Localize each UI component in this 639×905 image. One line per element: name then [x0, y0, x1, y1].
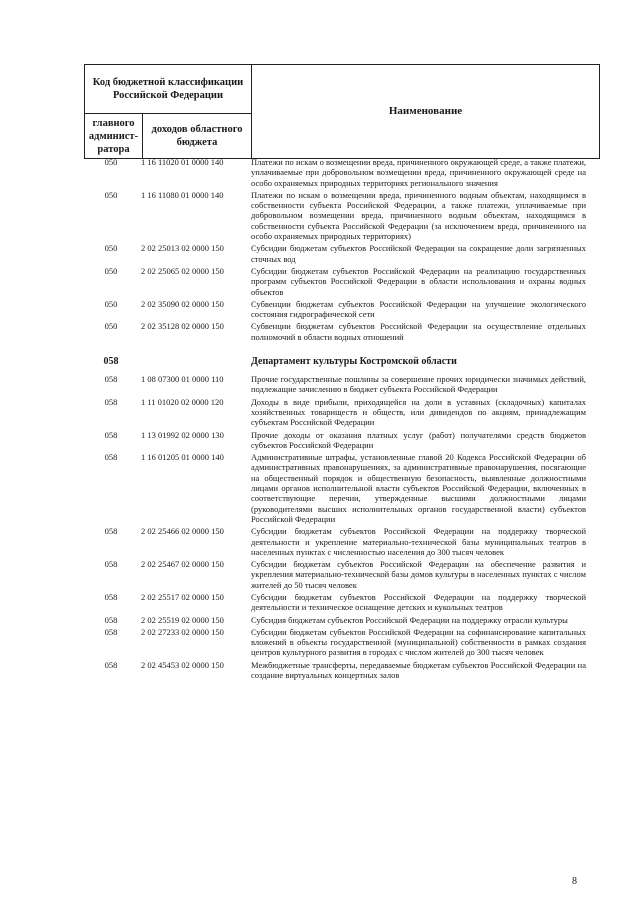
table-header — [84, 64, 600, 159]
row-name: Субсидии бюджетам субъектов Российской Федерации на реализацию государственных программ субъектов Российской Федерации в области использования и охраны водных объектов — [251, 265, 586, 297]
row-income-code: 2 02 45453 02 0000 150 — [141, 659, 224, 670]
table-row — [84, 452, 586, 524]
row-income-code: 2 02 25013 02 0000 150 — [141, 243, 224, 254]
table-row — [84, 321, 586, 342]
row-income-code: 2 02 27233 02 0000 150 — [141, 626, 224, 637]
row-name: Платежи по искам о возмещении вреда, причиненного водным объектам, находящимся в собственности субъекта Российской Федерации, а также платежи, уплачиваемые при добровольном возмещении вреда, причиненного водным объектам, находящимся в собственности субъекта Российской Федерации (за исключением вреда, причиненного на особо охраняемых природных территориях) — [251, 189, 586, 242]
table-body — [84, 157, 586, 682]
row-admin-code: 058 — [104, 614, 118, 625]
table-row — [84, 243, 586, 264]
page-number: 8 — [572, 876, 577, 887]
row-name: Субсидии бюджетам субъектов Российской Федерации на поддержку творческой деятельности и техническое оснащение детских и кукольных театров — [251, 591, 586, 613]
row-admin-code: 058 — [104, 626, 118, 637]
row-admin-code: 058 — [104, 396, 118, 407]
row-admin-code: 058 — [104, 452, 118, 463]
row-admin-code: 050 — [104, 298, 118, 309]
table-row — [84, 559, 586, 590]
section-title: Департамент культуры Костромской области — [251, 356, 457, 368]
header-col-admin: главного админист-ратора — [85, 114, 143, 159]
row-name: Платежи по искам о возмещении вреда, причиненного окружающей среде, а также платежи, уплачиваемые при добровольном возмещении вреда, причиненного окружающей среде на особо охраняемых природных территориях регионального значения — [251, 157, 586, 188]
row-name: Субсидии бюджетам субъектов Российской Федерации на обеспечение развития и укрепления материально-технической базы домов культуры в населенных пунктах с числом жителей до 50 тысяч человек — [251, 559, 586, 590]
table-row — [84, 526, 586, 557]
section-income-code — [138, 356, 251, 368]
header-col-name: Наименование — [252, 65, 600, 159]
row-income-code: 1 08 07300 01 0000 110 — [141, 374, 224, 385]
row-admin-code: 058 — [104, 429, 118, 440]
table-row — [84, 157, 586, 188]
row-income-code: 2 02 25065 02 0000 150 — [141, 265, 224, 276]
row-admin-code: 058 — [104, 526, 118, 537]
row-name: Субсидия бюджетам субъектов Российской Федерации на поддержку отрасли культуры — [251, 614, 568, 625]
row-income-code: 2 02 25519 02 0000 150 — [141, 614, 224, 625]
row-income-code: 2 02 25467 02 0000 150 — [141, 559, 224, 570]
row-admin-code: 058 — [104, 591, 118, 602]
row-admin-code: 058 — [104, 659, 118, 670]
table-row — [84, 430, 586, 451]
row-name: Прочие доходы от оказания платных услуг (работ) получателями средств бюджетов субъектов Российской Федерации — [251, 429, 586, 450]
table-row — [84, 615, 586, 625]
row-name: Субвенции бюджетам субъектов Российской Федерации на осуществление отдельных полномочий в области водных отношений — [251, 321, 586, 342]
row-admin-code: 050 — [104, 321, 118, 332]
header-group-title: Код бюджетной классификации Российской Федерации — [85, 65, 252, 114]
table-row — [84, 190, 586, 241]
row-name: Прочие государственные пошлины за совершение прочих юридически значимых действий, подлежащие зачислению в бюджет субъекта Российской Федерации — [251, 374, 586, 395]
row-name: Административные штрафы, установленные главой 20 Кодекса Российской Федерации об административных правонарушениях, за административные правонарушения, посягающие на общественный порядок и общественную безопасность, выявленные должностными лицами органов исполнительной власти субъектов Российской Федерации, включенных в соответствующие перечни, утвержденные высшими должностными лицами (руководителями высших исполнительных органов государственной власти) субъектов Российской Федерации — [251, 452, 586, 524]
row-name: Субсидии бюджетам субъектов Российской Федерации на софинансирование капитальных вложений в объекты государственной (муниципальной) собственности в рамках создания центров культурного развития в городах с числом жителей до 300 тысяч человек — [251, 626, 586, 658]
row-income-code: 2 02 25466 02 0000 150 — [141, 526, 224, 537]
row-income-code: 2 02 35090 02 0000 150 — [141, 298, 224, 309]
header-col-income: доходов областного бюджета — [143, 114, 252, 159]
row-name: Межбюджетные трансферты, передаваемые бюджетам субъектов Российской Федерации на создание виртуальных концертных залов — [251, 659, 586, 681]
row-admin-code: 058 — [104, 374, 118, 385]
table-row — [84, 660, 586, 681]
row-income-code: 2 02 25517 02 0000 150 — [141, 591, 224, 602]
row-income-code: 1 16 11080 01 0000 140 — [141, 189, 224, 200]
row-admin-code: 050 — [104, 243, 118, 254]
table-row — [84, 266, 586, 297]
row-income-code: 1 16 01205 01 0000 140 — [141, 452, 224, 463]
row-admin-code: 050 — [104, 265, 118, 276]
row-income-code: 1 16 11020 01 0000 140 — [141, 157, 224, 167]
section-admin-code: 058 — [103, 356, 119, 368]
table-row — [84, 374, 586, 395]
table-row — [84, 299, 586, 320]
row-name: Субсидии бюджетам субъектов Российской Федерации на поддержку творческой деятельности и укрепление материально-технической базы муниципальных театров в населенных пунктах с численностью населения до 300 тысяч человек — [251, 526, 586, 557]
row-income-code: 1 11 01020 02 0000 120 — [141, 396, 224, 407]
row-income-code: 2 02 35128 02 0000 150 — [141, 321, 224, 332]
row-admin-code: 050 — [104, 189, 118, 200]
row-admin-code: 058 — [104, 559, 118, 570]
table-row — [84, 592, 586, 613]
row-admin-code: 050 — [104, 157, 118, 167]
section-heading-row — [84, 356, 586, 368]
row-name: Доходы в виде прибыли, приходящейся на доли в уставных (складочных) капиталах хозяйственных товариществ и обществ, или дивидендов по акциям, принадлежащим субъектам Российской Федерации — [251, 396, 586, 428]
row-income-code: 1 13 01992 02 0000 130 — [141, 429, 224, 440]
table-row — [84, 397, 586, 428]
row-name: Субвенции бюджетам субъектов Российской Федерации на улучшение экологического состояния гидрографической сети — [251, 298, 586, 320]
row-name: Субсидии бюджетам субъектов Российской Федерации на сокращение доли загрязненных сточных вод — [251, 243, 586, 264]
table-row — [84, 627, 586, 658]
